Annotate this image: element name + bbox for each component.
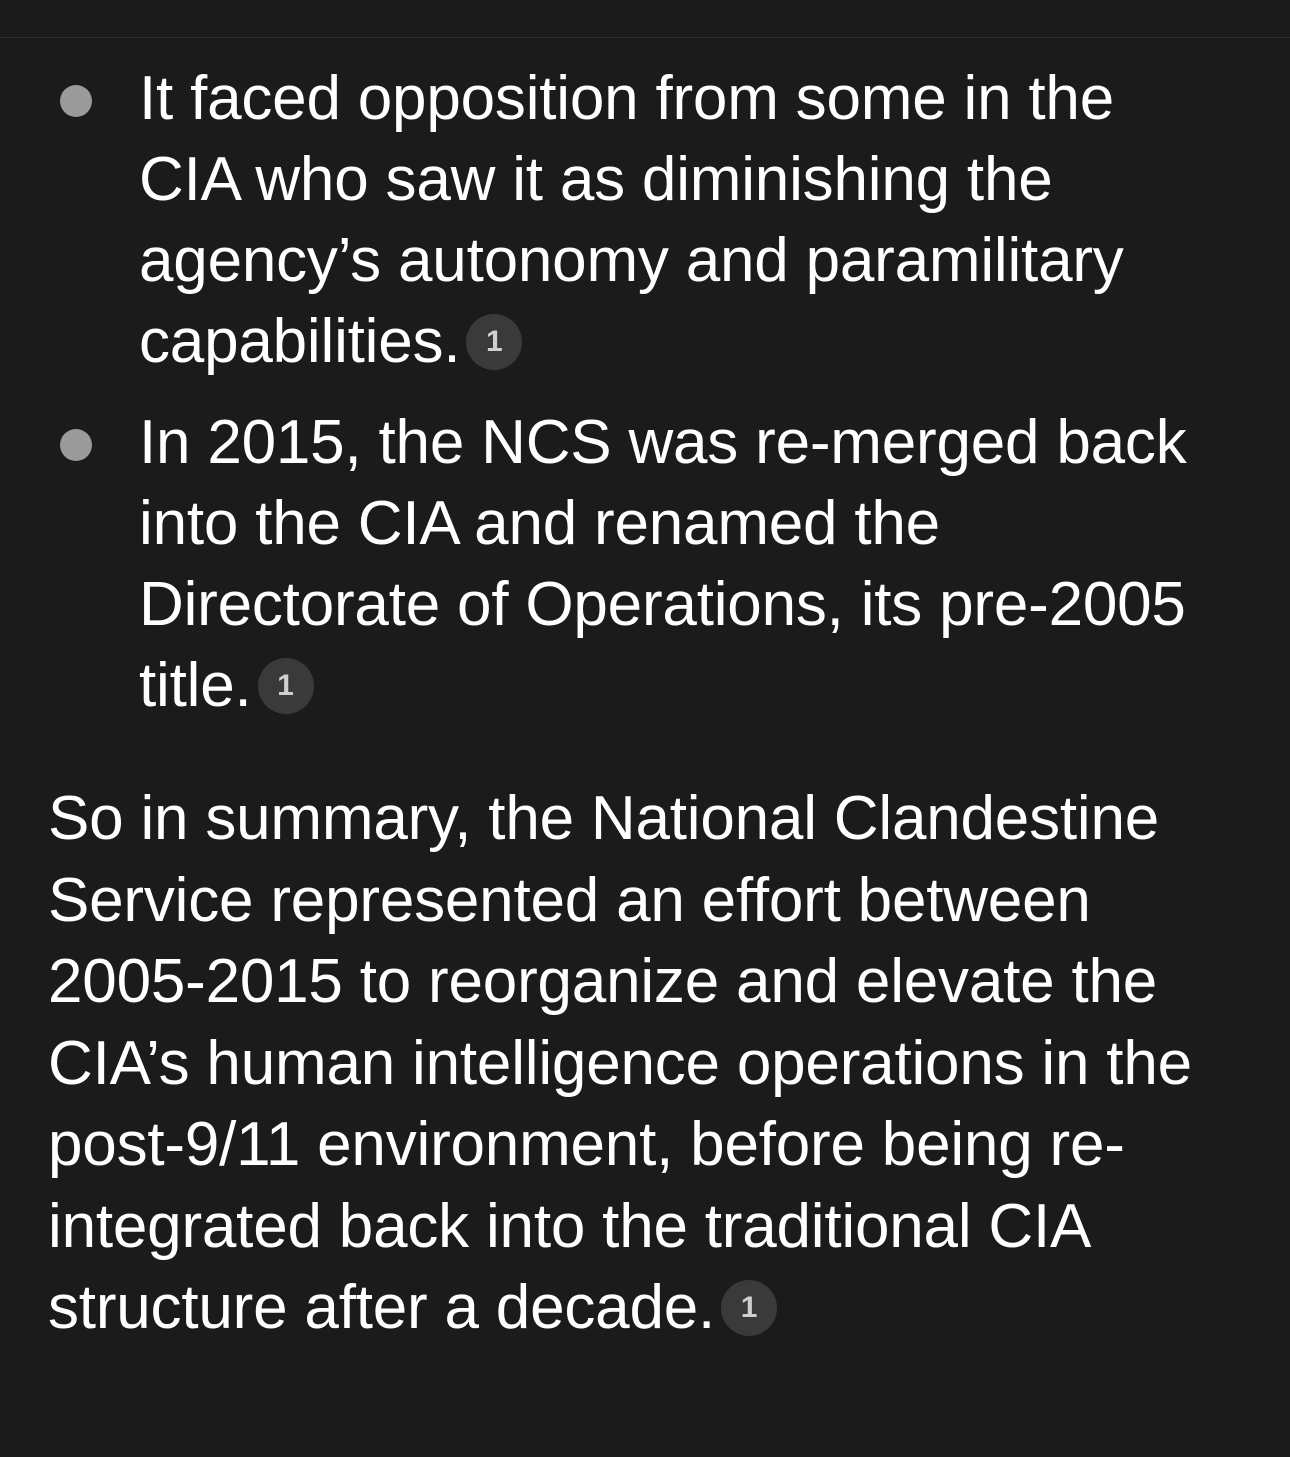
citation-badge[interactable]: 1 [721,1280,777,1336]
top-divider [0,37,1290,38]
bullet-text: In 2015, the NCS was re-merged back into the CIA and renamed the Directorate of Operations, its pre-2005 title. [139,408,1187,720]
list-item [0,58,1199,382]
summary-paragraph [48,778,1198,1349]
summary-text: So in summary, the National Clandestine Service represented an effort between 2005-2015 to reorganize and elevate the CIA’s human intelligence operations in the post-9/11 environment, before being re-integrated back into the traditional CIA structure after a decade. [48,784,1192,1342]
citation-badge[interactable]: 1 [258,658,314,714]
bullet-dot-icon [60,429,92,461]
bullet-text: It faced opposition from some in the CIA who saw it as diminishing the agency’s autonomy and paramilitary capabilities. [139,64,1124,376]
citation-badge[interactable]: 1 [466,314,522,370]
bullet-dot-icon [60,85,92,117]
list-item [0,402,1199,726]
bullet-list [0,58,1290,726]
